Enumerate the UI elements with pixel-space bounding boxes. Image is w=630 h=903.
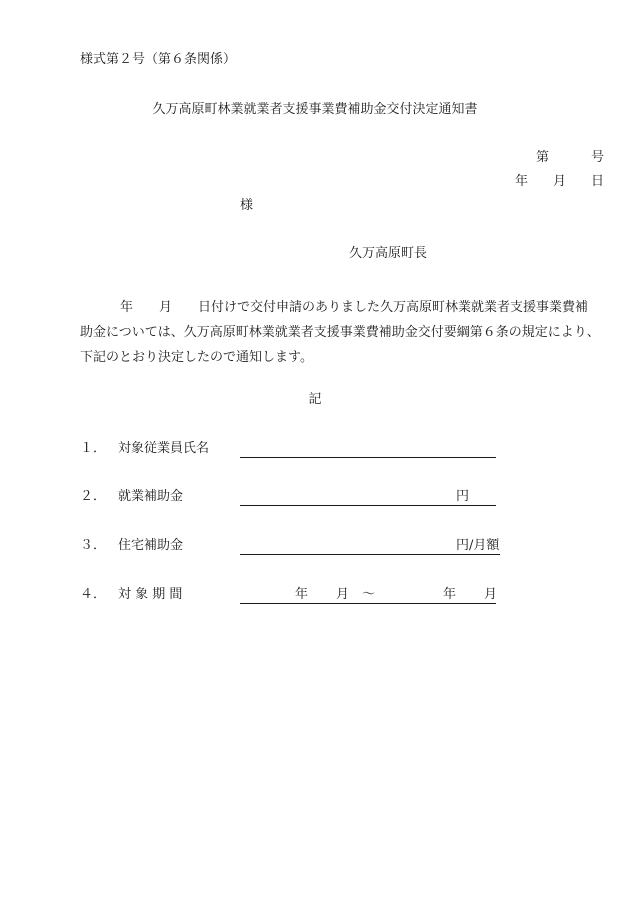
period-end-month: 月: [484, 587, 498, 602]
addressee-sama: 様: [240, 198, 254, 213]
body-text: [80, 295, 600, 370]
employee-name-field[interactable]: [240, 441, 496, 458]
unit-yen: 円: [456, 489, 470, 504]
doc-number-dai: 第: [535, 150, 549, 165]
issue-date: [515, 174, 604, 190]
target-period-field[interactable]: [240, 587, 496, 604]
date-month: 月: [552, 174, 566, 189]
item-label: 住宅補助金: [118, 538, 184, 553]
period-start-month: 月: [336, 587, 350, 602]
item-number: １．: [80, 441, 107, 456]
document-title: 久万高原町林業就業者支援事業費補助金交付決定通知書: [152, 102, 478, 117]
housing-subsidy-field[interactable]: [240, 538, 500, 555]
document-number: [536, 150, 604, 166]
body-line-3: 下記のとおり決定したので通知します。: [80, 350, 313, 365]
body-line-1: 年 月 日付けで交付申請のありました久万高原町林業就業者支援事業費補: [120, 300, 589, 315]
item-number: ４．: [80, 587, 107, 602]
ki-heading: 記: [308, 392, 322, 407]
period-tilde: ～: [362, 587, 376, 602]
item-number: ２．: [80, 489, 107, 504]
date-day: 日: [590, 174, 604, 189]
issuer-name: 久万高原町長: [349, 246, 428, 261]
period-end-year: 年: [443, 587, 457, 602]
body-line-2: 助金については、久万高原町林業就業者支援事業費補助金交付要綱第６条の規定により、: [80, 325, 600, 340]
period-start-year: 年: [295, 587, 309, 602]
item-label: 就業補助金: [118, 489, 184, 504]
doc-number-go: 号: [590, 150, 604, 165]
unit-yen-per-month: 円/月額: [456, 538, 500, 553]
item-label: 対 象 期 間: [118, 587, 183, 602]
date-year: 年: [514, 174, 528, 189]
form-number: 様式第２号（第６条関係）: [80, 52, 237, 67]
employment-subsidy-field[interactable]: [240, 489, 496, 506]
item-label: 対象従業員氏名: [118, 441, 210, 456]
item-number: ３．: [80, 538, 107, 553]
